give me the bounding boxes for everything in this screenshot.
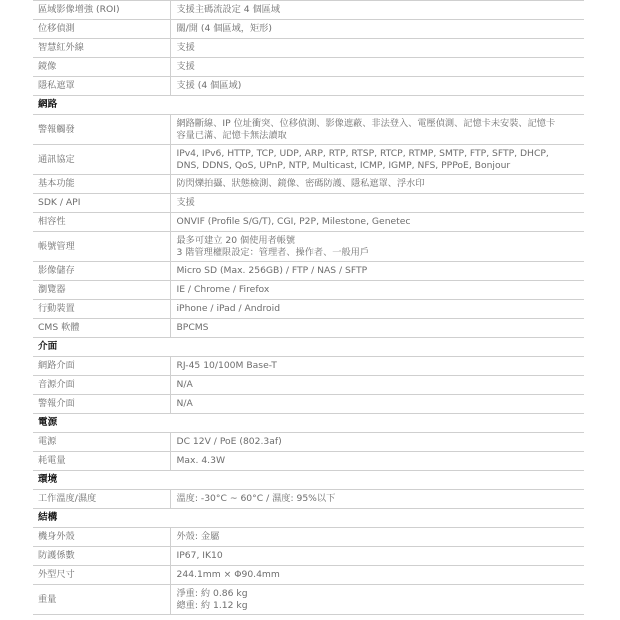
- spec-value-line: 支援: [176, 197, 195, 209]
- spec-value-line: N/A: [176, 398, 193, 410]
- spec-label: 區域影像增強 (ROI): [33, 1, 170, 20]
- spec-value: [170, 262, 584, 281]
- spec-value-line: 支援: [176, 42, 195, 54]
- spec-row: [33, 452, 584, 471]
- spec-value-line: DNS, DDNS, QoS, UPnP, NTP, Multicast, ICMP, IGMP, NFS, PPPoE, Bonjour: [176, 159, 511, 171]
- spec-label: 位移偵測: [33, 20, 170, 39]
- spec-value-line: ONVIF (Profile S/G/T), CGI, P2P, Milestone, Genetec: [176, 216, 411, 228]
- spec-label: SDK / API: [33, 194, 170, 213]
- spec-label: 相容性: [33, 213, 170, 232]
- spec-value-line: 支援主碼流設定 4 個區域: [176, 4, 281, 16]
- spec-row: [33, 58, 584, 77]
- spec-value: [170, 395, 584, 414]
- section-header-row: [33, 471, 584, 490]
- spec-row: [33, 145, 584, 175]
- spec-row: [33, 262, 584, 281]
- spec-label: 網路介面: [33, 357, 170, 376]
- spec-row: [33, 175, 584, 194]
- section-header-row: [33, 96, 584, 115]
- spec-value-line: IP67, IK10: [176, 550, 223, 562]
- spec-row: [33, 300, 584, 319]
- spec-label: 智慧紅外線: [33, 39, 170, 58]
- spec-row: [33, 566, 584, 585]
- spec-row: [33, 232, 584, 262]
- spec-label: 機身外殼: [33, 528, 170, 547]
- spec-value-line: 支援: [176, 61, 195, 73]
- spec-row: [33, 213, 584, 232]
- spec-value-line: 防閃爍拍攝、狀態檢測、鏡像、密碼防護、隱私遮罩、浮水印: [176, 178, 425, 190]
- section-title: 環境: [33, 471, 584, 490]
- spec-label: 音源介面: [33, 376, 170, 395]
- spec-value: [170, 194, 584, 213]
- spec-value-line: 支援 (4 個區域): [176, 80, 242, 92]
- spec-value-line: 最多可建立 20 個使用者帳號: [176, 235, 296, 246]
- spec-value: [170, 213, 584, 232]
- spec-row: [33, 77, 584, 96]
- spec-label: 基本功能: [33, 175, 170, 194]
- spec-value: [170, 145, 584, 175]
- spec-row: [33, 357, 584, 376]
- spec-value: [170, 1, 584, 20]
- spec-value: [170, 300, 584, 319]
- spec-value-line: 淨重: 約 0.86 kg: [176, 588, 248, 599]
- spec-label: 防護係數: [33, 547, 170, 566]
- spec-row: [33, 39, 584, 58]
- spec-label: 帳號管理: [33, 232, 170, 262]
- spec-value-line: 外殼: 金屬: [176, 531, 220, 543]
- spec-value-line: 網路斷線、IP 位址衝突、位移偵測、影像遮蔽、非法登入、電壓偵測、記憶卡未安裝、記憶卡: [176, 118, 556, 129]
- section-title: 電源: [33, 414, 584, 433]
- spec-row: [33, 490, 584, 509]
- spec-value: [170, 585, 584, 615]
- spec-value: [170, 490, 584, 509]
- section-title: 網路: [33, 96, 584, 115]
- spec-row: [33, 115, 584, 145]
- spec-value-line: RJ-45 10/100M Base-T: [176, 360, 277, 372]
- spec-label: 警報介面: [33, 395, 170, 414]
- spec-label: 警報觸發: [33, 115, 170, 145]
- spec-value: [170, 20, 584, 39]
- spec-value: [170, 452, 584, 471]
- spec-value: [170, 115, 584, 145]
- spec-row: [33, 194, 584, 213]
- spec-value-line: IPv4, IPv6, HTTP, TCP, UDP, ARP, RTP, RTSP, RTCP, RTMP, SMTP, FTP, SFTP, DHCP,: [176, 148, 549, 159]
- spec-label: 瀏覽器: [33, 281, 170, 300]
- spec-value: [170, 376, 584, 395]
- spec-value: [170, 77, 584, 96]
- spec-row: [33, 528, 584, 547]
- spec-row: [33, 395, 584, 414]
- spec-value-line: iPhone / iPad / Android: [176, 303, 281, 315]
- spec-label: 耗電量: [33, 452, 170, 471]
- spec-value: [170, 566, 584, 585]
- spec-row: [33, 433, 584, 452]
- spec-value-line: Micro SD (Max. 256GB) / FTP / NAS / SFTP: [176, 265, 368, 277]
- spec-value: [170, 528, 584, 547]
- spec-table: [33, 0, 584, 615]
- spec-value: [170, 319, 584, 338]
- spec-row: [33, 1, 584, 20]
- section-header-row: [33, 509, 584, 528]
- spec-value: [170, 281, 584, 300]
- spec-value: [170, 232, 584, 262]
- spec-label: 影像儲存: [33, 262, 170, 281]
- spec-label: 外型尺寸: [33, 566, 170, 585]
- spec-label: 重量: [33, 585, 170, 615]
- spec-value-line: DC 12V / PoE (802.3af): [176, 436, 282, 448]
- spec-label: CMS 軟體: [33, 319, 170, 338]
- spec-row: [33, 319, 584, 338]
- spec-label: 通訊協定: [33, 145, 170, 175]
- spec-value: [170, 175, 584, 194]
- spec-label: 行動裝置: [33, 300, 170, 319]
- spec-value-line: 溫度: -30°C ~ 60°C / 濕度: 95%以下: [176, 493, 336, 505]
- spec-value-line: 關/開 (4 個區域，矩形): [176, 23, 272, 35]
- spec-value-line: 244.1mm × Φ90.4mm: [176, 569, 280, 581]
- spec-label: 工作溫度/濕度: [33, 490, 170, 509]
- spec-value-line: Max. 4.3W: [176, 455, 226, 467]
- section-title: 結構: [33, 509, 584, 528]
- section-header-row: [33, 414, 584, 433]
- spec-value-line: IE / Chrome / Firefox: [176, 284, 270, 296]
- spec-row: [33, 547, 584, 566]
- spec-value-line: BPCMS: [176, 322, 209, 334]
- spec-label: 電源: [33, 433, 170, 452]
- spec-value: [170, 357, 584, 376]
- spec-value-line: 總重: 約 1.12 kg: [176, 599, 248, 611]
- spec-sheet: [33, 0, 584, 615]
- spec-value-line: 容量已滿、記憶卡無法讀取: [176, 129, 287, 141]
- spec-value: [170, 39, 584, 58]
- spec-label: 隱私遮罩: [33, 77, 170, 96]
- spec-table-body: [33, 1, 584, 615]
- spec-value-line: N/A: [176, 379, 193, 391]
- section-header-row: [33, 338, 584, 357]
- spec-value: [170, 433, 584, 452]
- spec-value: [170, 58, 584, 77]
- spec-value: [170, 547, 584, 566]
- spec-row: [33, 376, 584, 395]
- section-title: 介面: [33, 338, 584, 357]
- spec-value-line: 3 階管理權限設定：管理者、操作者、一般用戶: [176, 246, 370, 258]
- spec-row: [33, 281, 584, 300]
- spec-row: [33, 585, 584, 615]
- spec-row: [33, 20, 584, 39]
- spec-label: 鏡像: [33, 58, 170, 77]
